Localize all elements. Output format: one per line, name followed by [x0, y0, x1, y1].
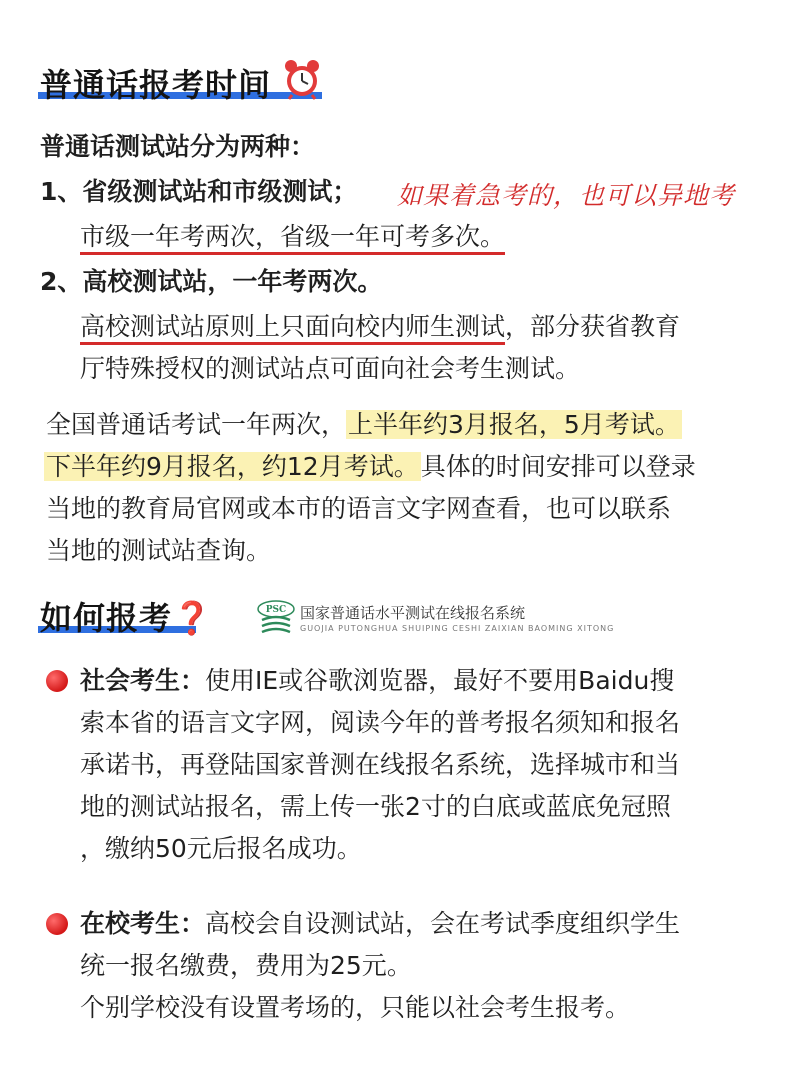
- section2-title-text: 如何报考: [40, 599, 173, 637]
- red-dot-icon: [46, 913, 68, 935]
- campus-text1: 高校会自设测试站，会在考试季度组织学生: [205, 909, 681, 938]
- psc-logo: [256, 600, 615, 640]
- para-text-a: 全国普通话考试一年两次，: [46, 410, 347, 439]
- item1-head: 1、省级测试站和市级测试；: [40, 177, 358, 206]
- social-line2: 索本省的语言文字网，阅读今年的普考报名须知和报名: [80, 708, 681, 737]
- psc-emblem-icon: [256, 600, 296, 636]
- item2-line2: 厅特殊授权的测试站点可面向社会考生测试。: [80, 354, 581, 383]
- section-title-how-to-apply: [40, 593, 213, 639]
- para-text-b: 具体的时间安排可以登录: [420, 452, 696, 481]
- question-mark-icon: ❓: [172, 599, 213, 637]
- social-label: 社会考生：: [80, 666, 206, 695]
- social-line3: 承诺书，再登陆国家普测在线报名系统，选择城市和当: [80, 750, 681, 779]
- item2-line1: [80, 307, 680, 347]
- item2-rest1: ，部分获省教育: [505, 312, 681, 341]
- campus-line2: 统一报名缴费，费用为25元。: [80, 951, 412, 980]
- campus-label: 在校考生：: [80, 909, 206, 938]
- section-title-exam-time: [40, 60, 271, 106]
- intro-text: 普通话测试站分为两种：: [40, 132, 316, 161]
- para-line4: 当地的测试站查询。: [46, 536, 272, 565]
- para-line2: [44, 447, 696, 487]
- para-line3: 当地的教育局官网或本市的语言文字网查看，也可以联系: [46, 494, 672, 523]
- item2-underlined: 高校测试站原则上只面向校内师生测试: [80, 312, 505, 345]
- psc-abbr: PSC: [265, 605, 287, 615]
- item1-detail: [80, 217, 505, 257]
- campus-line1: [80, 904, 680, 944]
- social-line1: [80, 661, 674, 701]
- highlight-first-half: 上半年约3月报名，5月考试。: [348, 410, 680, 439]
- highlight-second-half: 下半年约9月报名，约12月考试。: [46, 452, 419, 481]
- psc-title: 国家普通话水平测试在线报名系统: [300, 604, 526, 622]
- campus-line3: 个别学校没有设置考场的，只能以社会考生报考。: [80, 993, 631, 1022]
- handwritten-note: 如果着急考的，也可以异地考: [397, 181, 736, 210]
- social-line4: 地的测试站报名，需上传一张2寸的白底或蓝底免冠照: [80, 792, 671, 821]
- item2-head: 2、高校测试站，一年考两次。: [40, 267, 383, 296]
- psc-subtitle: GUOJIA PUTONGHUA SHUIPING CESHI ZAIXIAN BAOMING XITONG: [300, 624, 615, 633]
- red-dot-icon: [46, 670, 68, 692]
- para-line1: [46, 405, 682, 445]
- section-title-text: 普通话报考时间: [40, 66, 272, 104]
- social-line5: ，缴纳50元后报名成功。: [80, 834, 362, 863]
- social-text1: 使用IE或谷歌浏览器，最好不要用Baidu搜: [205, 666, 675, 695]
- alarm-clock-icon: [282, 58, 322, 100]
- item1-detail-underlined: 市级一年考两次，省级一年可考多次。: [80, 222, 505, 255]
